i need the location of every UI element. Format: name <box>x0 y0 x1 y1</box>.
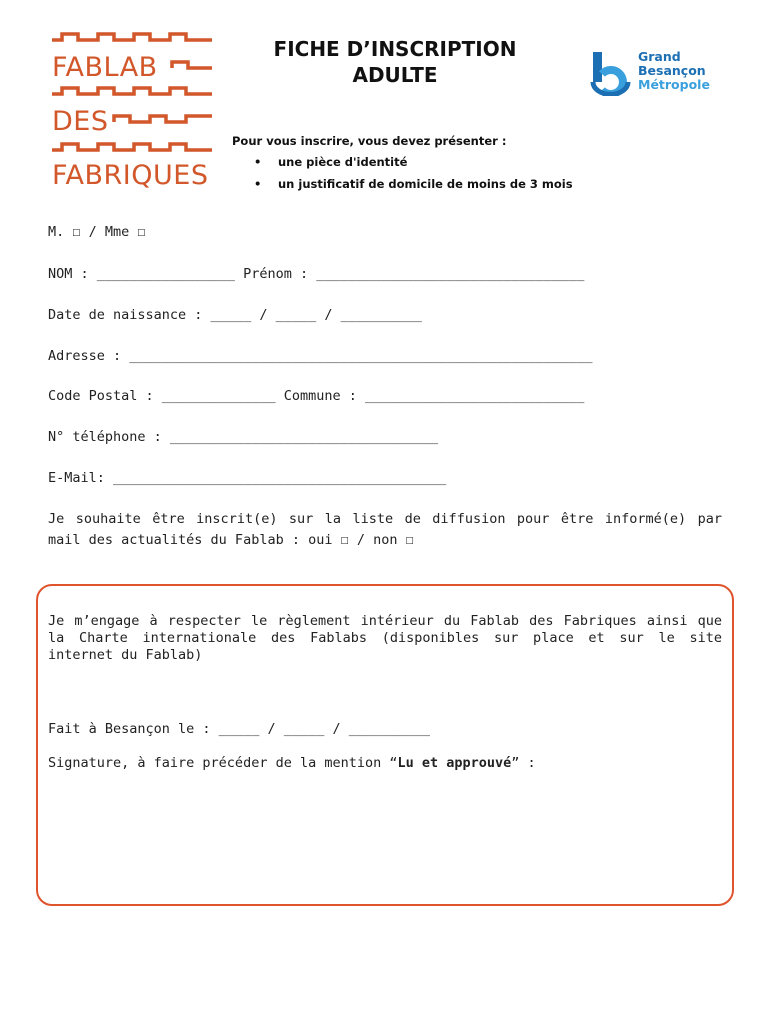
newsletter-consent[interactable]: Je souhaite être inscrit(e) sur la liste de diffusion pour être informé(e) par mail des actualités du Fablab : oui ☐ / non ☐ <box>48 511 722 548</box>
signature-prefix: Signature, à faire précéder de la mention “ <box>48 755 398 771</box>
requirements-intro: Pour vous inscrire, vous devez présenter : <box>232 134 507 148</box>
fablab-logo-word-1: FABLAB <box>52 52 158 83</box>
requirements-block <box>232 134 573 192</box>
engagement-text: Je m’engage à respecter le règlement intérieur du Fablab des Fabriques ainsi que la Charte internationale des Fablabs (disponibles sur place et sur le site internet du Fablab) <box>48 613 722 663</box>
signature-mention: Lu et approuvé <box>397 755 512 771</box>
signature-suffix: ” : <box>511 755 536 771</box>
requirement-item-id: • une pièce d'identité <box>232 154 573 170</box>
signature-field[interactable] <box>48 755 536 771</box>
gbm-line-3: Métropole <box>638 77 710 92</box>
birthdate-field[interactable]: Date de naissance : _____ / _____ / __________ <box>48 307 422 323</box>
postal-commune-field[interactable]: Code Postal : ______________ Commune : ___________________________ <box>48 388 585 404</box>
gbm-line-2: Besançon <box>638 63 706 78</box>
page-title <box>245 36 545 88</box>
title-line-2: ADULTE <box>352 63 438 87</box>
email-field[interactable]: E-Mail: _________________________________________ <box>48 470 447 486</box>
requirement-item-address-proof: • un justificatif de domicile de moins de 3 mois <box>232 176 573 192</box>
civility-field[interactable]: M. ☐ / Mme ☐ <box>48 224 146 240</box>
gbm-b-icon <box>590 52 634 96</box>
fablab-logo-word-3: FABRIQUES <box>52 160 209 191</box>
fablab-logo-word-2: DES <box>52 106 109 137</box>
grand-besancon-logo <box>590 50 730 100</box>
fablab-logo <box>48 30 218 190</box>
address-field[interactable]: Adresse : _________________________________________________________ <box>48 348 593 364</box>
requirements-list <box>232 154 573 192</box>
gbm-line-1: Grand <box>638 49 681 64</box>
title-line-1: FICHE D’INSCRIPTION <box>273 37 517 61</box>
name-field[interactable]: NOM : _________________ Prénom : _________________________________ <box>48 266 585 282</box>
gbm-logo-text <box>638 50 710 92</box>
signature-date-field[interactable]: Fait à Besançon le : _____ / _____ / __________ <box>48 721 431 737</box>
phone-field[interactable]: N° téléphone : _________________________________ <box>48 429 439 445</box>
